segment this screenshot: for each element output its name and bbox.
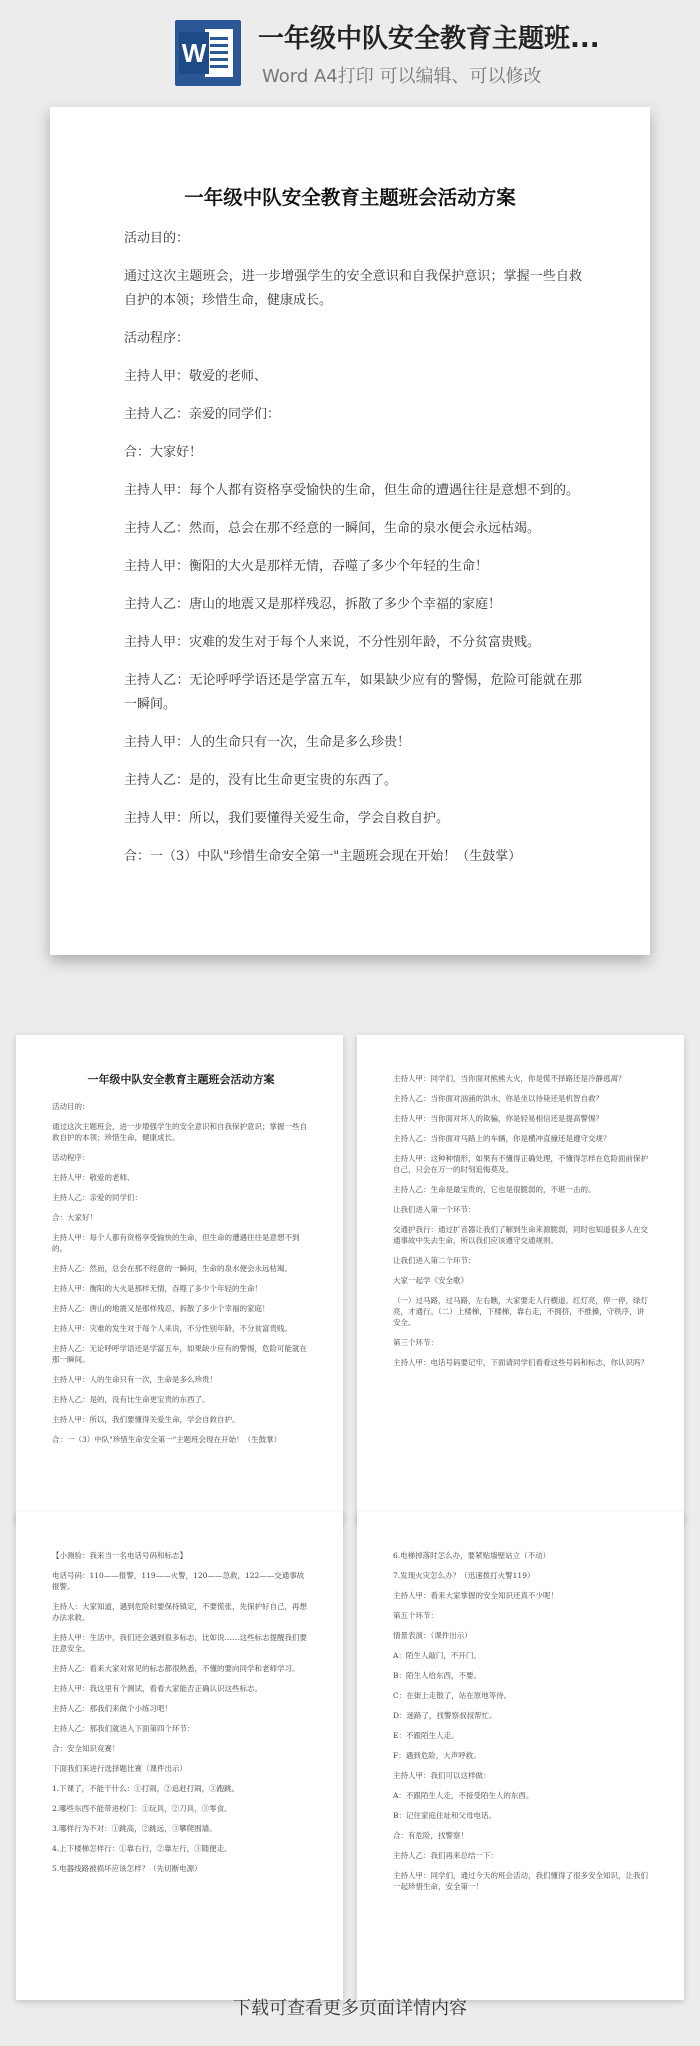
thumbnail-line: 主持人乙：当你面对汹涌的洪水，你是坐以待毙还是机智自救？ (393, 1094, 603, 1103)
doc-paragraph: 主持人甲：敬爱的老师、 (124, 369, 268, 384)
thumbnail-line: 主持人甲：人的生命只有一次，生命是多么珍贵！ (52, 1375, 217, 1384)
thumbnail-line: 情景表演：（课件出示） (393, 1631, 472, 1640)
header (0, 0, 700, 96)
thumbnail-line: 主持人甲：我们可以这样做： (393, 1771, 491, 1780)
thumbnail-line: 合：有危险，找警察！ (393, 1831, 468, 1840)
doc-paragraph: 主持人乙：无论呼呼学语还是学富五车，如果缺少应有的警惕，危险可能就在那一瞬间。 (124, 673, 582, 712)
thumbnail-line: 主持人甲：灾难的发生对于每个人来说，不分性别年龄，不分贫富贵贱。 (52, 1324, 292, 1333)
doc-paragraph: 主持人乙：是的，没有比生命更宝贵的东西了。 (124, 773, 398, 788)
thumbnail-line: F：遇到危险，大声呼救。 (393, 1751, 481, 1760)
thumbnail-line: 电话号码：110——报警，119——火警，120——急救，122——交通事故报警。 (52, 1571, 305, 1591)
doc-paragraph: 活动程序： (124, 331, 190, 346)
thumbnail-content (52, 1550, 310, 1883)
page-thumbnail-4[interactable] (357, 1512, 684, 2000)
thumbnail-line: 4.上下楼梯怎样行：①靠右行，②靠左行，③随便走。 (52, 1844, 232, 1853)
thumbnail-line: 交通护我行：通过扩音器让我们了解到生命来源脆弱，同时也知道很多人在交通事故中失去生命，所以我们应该遵守交通规则。 (393, 1225, 648, 1245)
thumbnail-line: 3.哪样行为不对：①跳高，②跳远，③攀爬围墙。 (52, 1824, 217, 1833)
document-title: 一年级中队安全教育主题班会活动方案 (184, 186, 516, 209)
thumbnail-line: 主持人甲：我这里有个测试，看看大家能否正确认识这些标志。 (52, 1684, 262, 1693)
doc-paragraph: 主持人乙：唐山的地震又是那样残忍，拆散了多少个幸福的家庭！ (124, 597, 502, 612)
thumbnail-line: 主持人甲：敬爱的老师、 (52, 1173, 135, 1182)
doc-paragraph: 合：大家好！ (124, 445, 203, 460)
thumbnail-line: 主持人乙：看来大家对常见的标志都很熟悉，不懂的要向同学和老师学习。 (52, 1664, 300, 1673)
thumbnail-line: 主持人乙：那我们来做个小练习吧！ (52, 1704, 172, 1713)
thumbnail-line: 主持人乙：那我们就进入下面第四个环节： (52, 1724, 195, 1733)
thumbnail-content (393, 1073, 651, 1377)
thumbnail-line: 主持人乙：唐山的地震又是那样残忍，拆散了多少个幸福的家庭！ (52, 1304, 270, 1313)
page-thumbnail-1[interactable] (16, 1035, 343, 1523)
thumbnail-line: A：不跟陌生人走，不接受陌生人的东西。 (393, 1791, 534, 1800)
thumbnail-line: 【小测验：我来当一名电话号码和标志】 (52, 1551, 187, 1560)
thumbnail-line: 合：一（3）中队"珍惜生命安全第一"主题班会现在开始！（生鼓掌） (52, 1435, 282, 1444)
doc-paragraph: 主持人乙：亲爱的同学们： (124, 407, 281, 422)
thumbnail-line: 让我们进入第一个环节： (393, 1205, 476, 1214)
thumbnail-line: D：迷路了，找警察叔叔帮忙。 (393, 1711, 497, 1720)
doc-paragraph: 主持人甲：所以，我们要懂得关爱生命，学会自救自护。 (124, 811, 450, 826)
thumbnail-line: （一）过马路，过马路，左右瞧，大家要走人行横道。红灯亮，停一停，绿灯亮，才通行。（二）上楼梯，下楼梯，靠右走，不拥挤，不推搡，守秩序，讲安全。 (393, 1296, 648, 1327)
thumbnail-line: 活动程序： (52, 1153, 90, 1162)
thumbnail-line: 主持人甲：每个人都有资格享受愉快的生命，但生命的遭遇往往是意想不到的。 (52, 1233, 300, 1253)
page-thumbnail-2[interactable] (357, 1035, 684, 1523)
download-more-link[interactable]: 下载可查看更多页面详情内容 (233, 1998, 467, 2019)
thumbnail-line: 主持人乙：是的，没有比生命更宝贵的东西了。 (52, 1395, 210, 1404)
page-title: 一年级中队安全教育主题班... (258, 24, 600, 54)
document-preview-page (50, 107, 650, 955)
thumbnail-line: 主持人甲：同学们，当你面对熊熊大火，你是慌不择路还是冷静逃离？ (393, 1074, 626, 1083)
thumbnail-line: B：陌生人给东西，不要。 (393, 1671, 482, 1680)
thumbnail-line: 大家一起学《安全歌》 (393, 1276, 468, 1285)
thumbnail-line: 主持人甲：同学们，通过今天的班会活动，我们懂得了很多安全知识，让我们一起珍惜生命，安全第一！ (393, 1871, 648, 1891)
thumbnail-line: 主持人乙：亲爱的同学们： (52, 1193, 142, 1202)
doc-paragraph: 主持人甲：灾难的发生对于每个人来说，不分性别年龄，不分贫富贵贱。 (124, 635, 541, 650)
thumbnail-line: A：陌生人敲门，不开门。 (393, 1651, 481, 1660)
thumbnail-content (393, 1550, 651, 1901)
word-doc-icon (175, 20, 241, 86)
document-body (124, 227, 582, 883)
doc-paragraph: 活动目的： (124, 231, 190, 246)
thumbnail-line: 主持人乙：生命是最宝贵的，它也是很脆弱的，不堪一击的。 (393, 1185, 596, 1194)
thumbnail-line: 活动目的： (52, 1102, 90, 1111)
thumbnail-line: 主持人乙：我们再来总结一下： (393, 1851, 498, 1860)
thumbnail-line: 下面我们来进行选择题比赛（课件出示） (52, 1764, 187, 1773)
thumbnail-line: 7.发现火灾怎么办？（迅速拨打火警119） (393, 1571, 535, 1580)
thumbnail-line: 主持人乙：当你面对马路上的车辆，你是横冲直撞还是遵守交规？ (393, 1134, 611, 1143)
thumbnail-line: 通过这次主题班会，进一步增强学生的安全意识和自我保护意识；掌握一些自救自护的本领；珍惜生命，健康成长。 (52, 1122, 307, 1142)
doc-paragraph: 主持人甲：每个人都有资格享受愉快的生命，但生命的遭遇往往是意想不到的。 (124, 483, 580, 498)
thumbnail-line: 让我们进入第二个环节： (393, 1256, 476, 1265)
doc-paragraph: 通过这次主题班会，进一步增强学生的安全意识和自我保护意识；掌握一些自救自护的本领；珍惜生命，健康成长。 (124, 269, 582, 308)
doc-paragraph: 主持人甲：衡阳的大火是那样无情，吞噬了多少个年轻的生命！ (124, 559, 489, 574)
page-thumbnail-3[interactable] (16, 1512, 343, 2000)
doc-paragraph: 主持人乙：然而，总会在那不经意的一瞬间，生命的泉水便会永远枯竭。 (124, 521, 541, 536)
thumbnail-line: E：不跟陌生人走。 (393, 1731, 459, 1740)
thumbnail-line: C：在街上走散了，站在原地等待。 (393, 1691, 512, 1700)
thumbnail-line: 合：大家好！ (52, 1213, 97, 1222)
page-subtitle: Word A4打印 可以编辑、可以修改 (262, 66, 542, 87)
thumbnail-line: 主持人甲：当你面对坏人的欺骗，你是轻易相信还是提高警惕？ (393, 1114, 603, 1123)
logo-letter: W (179, 32, 209, 74)
thumbnail-line: 2.哪些东西不能带进校门：①玩具，②刀具，③零食。 (52, 1804, 232, 1813)
thumbnail-line: 主持人甲：衡阳的大火是那样无情，吞噬了多少个年轻的生命！ (52, 1284, 262, 1293)
doc-paragraph: 合：一（3）中队"珍惜生命安全第一"主题班会现在开始！（生鼓掌） (124, 849, 522, 864)
thumbnail-line: 第五个环节： (393, 1611, 438, 1620)
thumbnail-line: 5.电器线路被损坏应该怎样？（先切断电源） (52, 1864, 202, 1873)
thumbnail-line: 主持人：大家知道，遇到危险时要保持镇定，不要慌张，先保护好自己，再想办法求救。 (52, 1602, 307, 1622)
thumbnail-line: 第三个环节： (393, 1338, 438, 1347)
doc-paragraph: 主持人甲：人的生命只有一次，生命是多么珍贵！ (124, 735, 411, 750)
thumbnail-line: 主持人甲：生活中，我们还会遇到很多标志，比如说……这些标志提醒我们要注意安全。 (52, 1633, 307, 1653)
page-lines-icon (205, 29, 233, 77)
thumbnail-line: 主持人甲：看来大家掌握的安全知识还真不少呢！ (393, 1591, 558, 1600)
thumbnail-line: 合：安全知识竞赛！ (52, 1744, 120, 1753)
thumbnail-line: 主持人甲：这种种情形，如果有不懂得正确处理，不懂得怎样在危险面前保护自己，只会在万一的时刻追悔莫及。 (393, 1154, 648, 1174)
thumbnail-line: 主持人乙：无论呼呼学语还是学富五车，如果缺少应有的警惕，危险可能就在那一瞬间。 (52, 1344, 307, 1364)
thumbnail-content (52, 1073, 310, 1454)
thumbnail-line: 6.电梯掉落时怎么办，要紧贴墙壁站立（不动） (393, 1551, 551, 1560)
thumbnail-line: 1.下课了，不能干什么：①打闹，②追赶打闹，③跑跳。 (52, 1784, 240, 1793)
thumbnail-line: B：记住家庭住址和父母电话。 (393, 1811, 497, 1820)
thumbnail-line: 主持人乙：然而，总会在那不经意的一瞬间，生命的泉水便会永远枯竭。 (52, 1264, 292, 1273)
thumbnail-line: 主持人甲：电话号码要记牢，下面请同学们看看这些号码和标志，你认识吗？ (393, 1358, 648, 1367)
thumbnail-title: 一年级中队安全教育主题班会活动方案 (87, 1073, 275, 1086)
thumbnail-line: 主持人甲：所以，我们要懂得关爱生命，学会自救自护。 (52, 1415, 240, 1424)
